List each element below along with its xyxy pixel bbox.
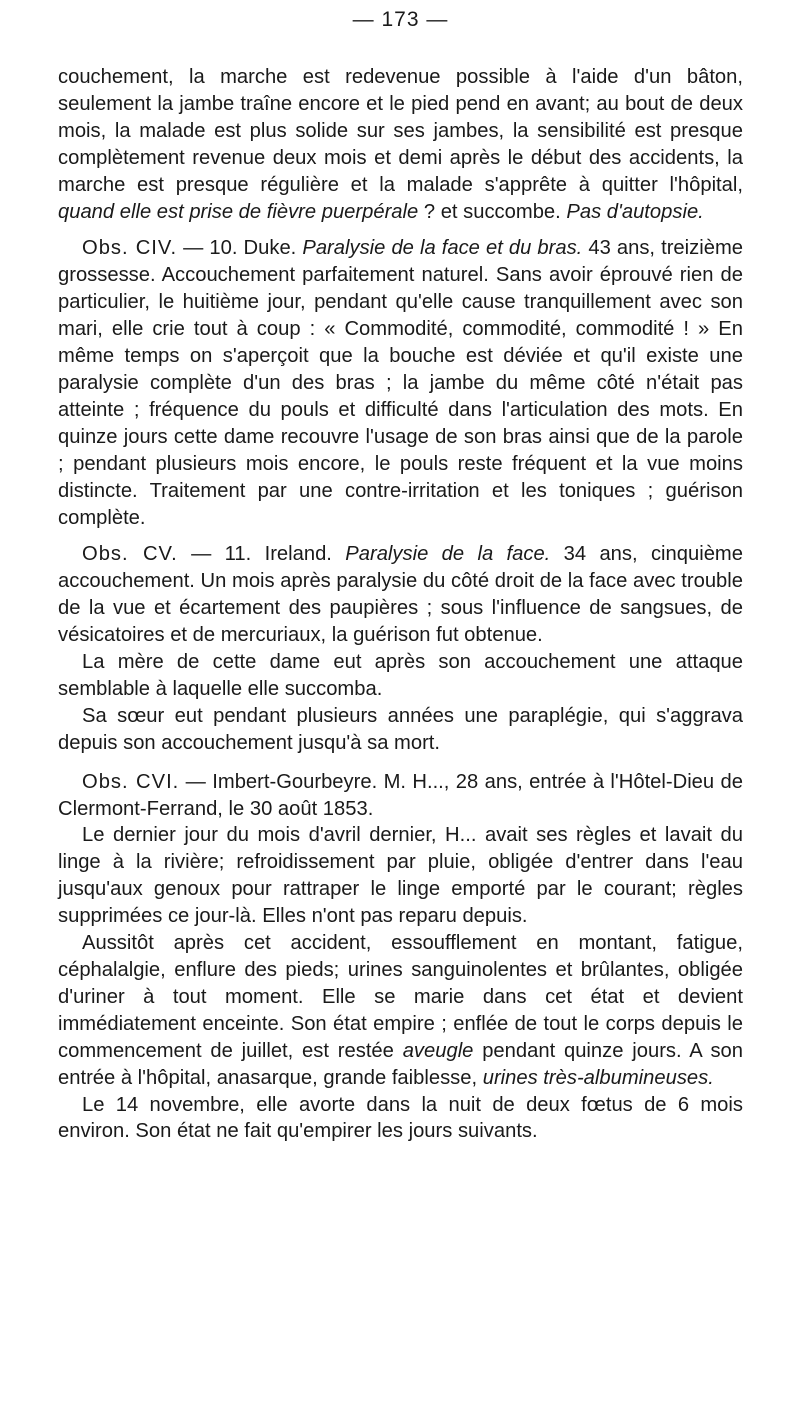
page-text	[58, 64, 743, 1145]
obs-cv-paragraph	[58, 541, 743, 649]
obs-cvi-history-paragraph	[58, 822, 743, 930]
text-run: Aussitôt après cet accident, essoufflement en montant, fatigue, céphalalgie, enflure des pieds; urines sanguinolentes et brûlantes, obligée d'uriner à tout moment. Elle se marie dans cet état et devient immédiatement enceinte. Son état empire ; enflée de tout le corps depuis le commencement de juillet, est restée	[58, 932, 743, 1062]
italic-run: Paralysie de la face et du bras.	[302, 237, 583, 260]
observation-label: Obs. CIV.	[82, 237, 178, 260]
text-run: — 11. Ireland.	[177, 543, 346, 566]
text-run: 34 ans, cinquième accouchement. Un mois après paralysie du côté droit de la face avec trouble de la vue et écartement des paupières ; sous l'influence de sangsues, de vésicatoires et de mercuriaux, la guérison fut obtenue.	[58, 543, 743, 647]
text-run: pendant quinze jours. A son entrée à l'hôpital, anasarque, grande faiblesse,	[58, 1039, 743, 1089]
text-run: Le 14 novembre, elle avorte dans la nuit de deux fœtus de 6 mois environ. Son état ne fait qu'empirer les jours suivants.	[58, 1093, 743, 1143]
obs-cvi-heading-paragraph	[58, 769, 743, 823]
italic-run: aveugle	[402, 1039, 474, 1062]
italic-run: quand elle est prise de fièvre puerpérale	[58, 200, 419, 223]
italic-run: Paralysie de la face.	[345, 543, 551, 566]
italic-run: Pas d'autopsie.	[566, 200, 704, 223]
obs-cv-sister-paragraph	[58, 703, 743, 757]
obs-cvi-symptoms-paragraph	[58, 930, 743, 1091]
obs-cv-mother-paragraph	[58, 649, 743, 703]
italic-run: urines très-albumineuses.	[482, 1066, 714, 1089]
text-run: Le dernier jour du mois d'avril dernier, H... avait ses règles et lavait du linge à la rivière; refroidissement par pluie, obligée d'entrer dans l'eau jusqu'aux genoux pour rattraper le linge emporté par le courant; règles supprimées ce jour-là. Elles n'ont pas reparu depuis.	[58, 824, 743, 928]
text-run: 43 ans, treizième grossesse. Accouchement parfaitement naturel. Sans avoir éprouvé rien de particulier, le huitième jour, pendant qu'elle cause tranquillement avec son mari, elle crie tout à coup : « Commodité, commodité, commodité ! » En même temps on s'aperçoit que la bouche est déviée et qu'il existe une paralysie complète d'un des bras ; la jambe du même côté n'était pas atteinte ; fréquence du pouls et difficulté dans l'articulation des mots. En quinze jours cette dame recouvre l'usage de son bras ainsi que de la parole ; pendant plusieurs mois encore, le pouls reste fréquent et la vue moins distincte. Traitement par une contre-irritation et les toniques ; guérison complète.	[58, 237, 743, 529]
obs-civ-paragraph	[58, 235, 743, 531]
text-run: Sa sœur eut pendant plusieurs années une paraplégie, qui s'aggrava depuis son accouchement jusqu'à sa mort.	[58, 704, 743, 754]
text-run: — Imbert-Gourbeyre. M. H..., 28 ans, entrée à l'Hôtel-Dieu de Clermont-Ferrand, le 30 août 1853.	[58, 770, 743, 820]
text-run: couchement, la marche est redevenue possible à l'aide d'un bâton, seulement la jambe traîne encore et le pied pend en avant; au bout de deux mois, la malade est plus solide sur ses jambes, la sensibilité est presque complètement revenue deux mois et demi après le début des accidents, la marche est presque régulière et la malade s'apprête à quitter l'hôpital,	[58, 66, 743, 196]
observation-label: Obs. CVI.	[82, 770, 180, 793]
text-run: ? et succombe.	[418, 200, 567, 223]
text-run: — 10. Duke.	[177, 237, 303, 260]
paragraph-continuation	[58, 64, 743, 225]
text-run: La mère de cette dame eut après son accouchement une attaque semblable à laquelle elle succomba.	[58, 651, 743, 700]
observation-label: Obs. CV.	[82, 543, 178, 566]
obs-cvi-outcome-paragraph	[58, 1092, 743, 1146]
page-number: — 173 —	[352, 8, 449, 31]
